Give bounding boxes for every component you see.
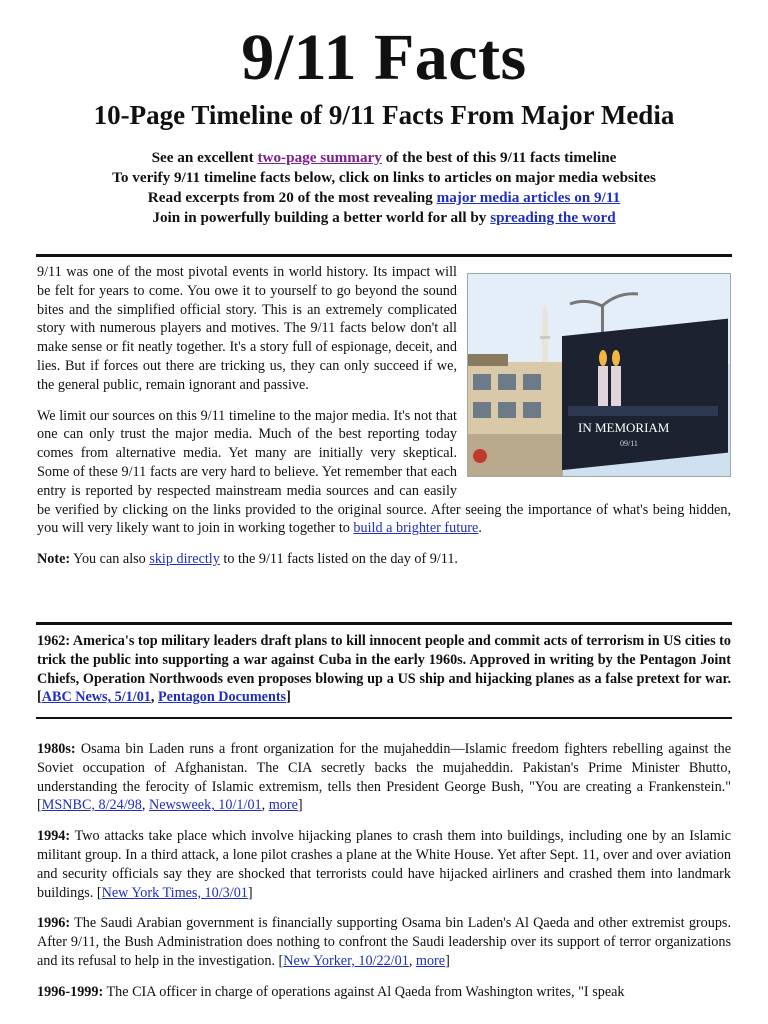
- timeline-entry: 1996: The Saudi Arabian government is financially supporting Osama bin Laden's Al Qaeda and other extremist groups. After 9/11, the Bush Administration does nothing to confront the Saudi leadership over its support of terror organizations and its refusal to help in the investigation. [New Yorker, 10/22/01, more]: [37, 915, 731, 969]
- intro-paragraph-2: We limit our sources on this 9/11 timeline to the major media. It's not that one can only trust the major media. Much of the best reporting today comes from alternative media. Yet many are initially very skeptical. Some of these 9/11 facts are very hard to believe. Yet remember that each entry is reported by respected mainstream media sources and can easily be verified by clicking on the links provided to the original source. After seeing the importance of what's being hidden, you will very likely want to join in working together to build a brighter future.: [37, 407, 731, 537]
- intro-links: [0, 148, 768, 228]
- intro-body: [37, 263, 731, 581]
- entry-text: The Saudi Arabian government is financially supporting Osama bin Laden's Al Qaeda and other extremist groups. After 9/11, the Bush Administration does nothing to confront the Saudi leadership over its support of terror organizations and its refusal to help in the investigation. [: [37, 915, 731, 969]
- source-link[interactable]: New York Times, 10/3/01: [101, 884, 248, 901]
- page-title: 9/11 Facts: [241, 21, 527, 94]
- entry-text: Two attacks take place which involve hijacking planes to crash them into buildings, including one by an Islamic militant group. In a third attack, a lone pilot crashes a plane at the White House. Yet after Sept. 11, over and over aviation and security officials say they are shocked that terrorists could have hijacked airliners and crashed them into landmark buildings. [: [37, 828, 731, 901]
- memorial-billboard-photo: [467, 273, 731, 477]
- intro-line-3: Read excerpts from 20 of the most revealing major media articles on 9/11: [147, 189, 621, 206]
- source-link[interactable]: MSNBC, 8/24/98: [41, 797, 142, 814]
- source-link[interactable]: more: [268, 797, 298, 814]
- timeline-entry: [37, 983, 731, 1002]
- pentagon-documents-link[interactable]: Pentagon Documents: [158, 689, 287, 706]
- source-link[interactable]: Newsweek, 10/1/01: [148, 797, 262, 814]
- spreading-the-word-link[interactable]: spreading the word: [490, 209, 616, 226]
- entry-text: The CIA officer in charge of operations against Al Qaeda from Washington writes, "I speak: [103, 983, 625, 1000]
- page-subtitle: 10-Page Timeline of 9/11 Facts From Major Media: [93, 100, 675, 130]
- intro-line-1: See an excellent two-page summary of the best of this 9/11 facts timeline: [151, 149, 617, 166]
- timeline-entry: 1980s: Osama bin Laden runs a front organization for the mujaheddin—Islamic freedom fighters rebelling against the Soviet occupation of Afghanistan. The CIA secretly backs the mujaheddin. Pakistan's Prime Minister Bhutto, understanding the ferocity of Islamic extremism, tells then President George Bush, "You are creating a Frankenstein." [MSNBC, 8/24/98, Newsweek, 10/1/01, more]: [37, 741, 731, 814]
- timeline-entry-1962: 1962: America's top military leaders draft plans to kill innocent people and commit acts of terrorism in US cities to trick the public into supporting a war against Cuba in the early 1960s. Approved in writing by the Pentagon Joint Chiefs, Operation Northwoods even proposes blowing up a US ship and hijacking planes as a false pretext for war. [ABC News, 5/1/01, Pentagon Documents]: [37, 633, 731, 706]
- intro-paragraph-1: 9/11 was one of the most pivotal events in world history. Its impact will be felt for years to come. You owe it to yourself to go beyond the sound bites and the simplified official story. This is an extremely complicated story with numerous players and motives. The 9/11 facts below don't all make sense or fit neatly together. It's a story full of espionage, deceit, and lies. But if forces out there are tricking us, they can only succeed if we, the general public, remain ignorant and passive.: [37, 264, 457, 393]
- timeline-list: [37, 740, 731, 1014]
- entry-date-label: 1996:: [37, 915, 71, 932]
- divider: [36, 622, 732, 625]
- entry-text: Osama bin Laden runs a front organization for the mujaheddin—Islamic freedom fighters rebelling against the Soviet occupation of Afghanistan. The CIA secretly backs the mujaheddin. Pakistan's Prime Minister Bhutto, understanding the ferocity of Islamic extremism, tells then President George Bush, "You are creating a Frankenstein." [: [37, 741, 731, 814]
- divider: [36, 717, 732, 719]
- skip-directly-link[interactable]: skip directly: [149, 551, 220, 568]
- svg-text:IN MEMORIAM: IN MEMORIAM: [578, 420, 670, 435]
- divider: [36, 254, 732, 257]
- note-paragraph: Note: You can also skip directly to the 9/11 facts listed on the day of 9/11.: [37, 551, 458, 568]
- svg-text:09/11: 09/11: [620, 439, 638, 448]
- intro-line-4: Join in powerfully building a better world for all by spreading the word: [152, 209, 616, 226]
- source-link[interactable]: more: [415, 952, 446, 969]
- two-page-summary-link[interactable]: two-page summary: [257, 149, 382, 166]
- source-link[interactable]: New Yorker, 10/22/01: [283, 952, 409, 969]
- entry-date-label: 1996-1999:: [37, 983, 104, 1000]
- abc-news-link[interactable]: ABC News, 5/1/01: [41, 689, 151, 706]
- entry-date-label: 1994:: [37, 828, 71, 845]
- major-media-articles-link[interactable]: major media articles on 9/11: [436, 189, 621, 206]
- build-brighter-future-link[interactable]: build a brighter future: [353, 520, 479, 537]
- entry-date-label: 1980s:: [37, 741, 76, 757]
- intro-line-2: To verify 9/11 timeline facts below, click on links to articles on major media websites: [112, 169, 656, 186]
- timeline-entry: 1994: Two attacks take place which involve hijacking planes to crash them into buildings, including one by an Islamic militant group. In a third attack, a lone pilot crashes a plane at the White House. Yet after Sept. 11, over and over aviation and security officials say they are shocked that terrorists could have hijacked airliners and crashed them into landmark buildings. [New York Times, 10/3/01]: [37, 828, 731, 901]
